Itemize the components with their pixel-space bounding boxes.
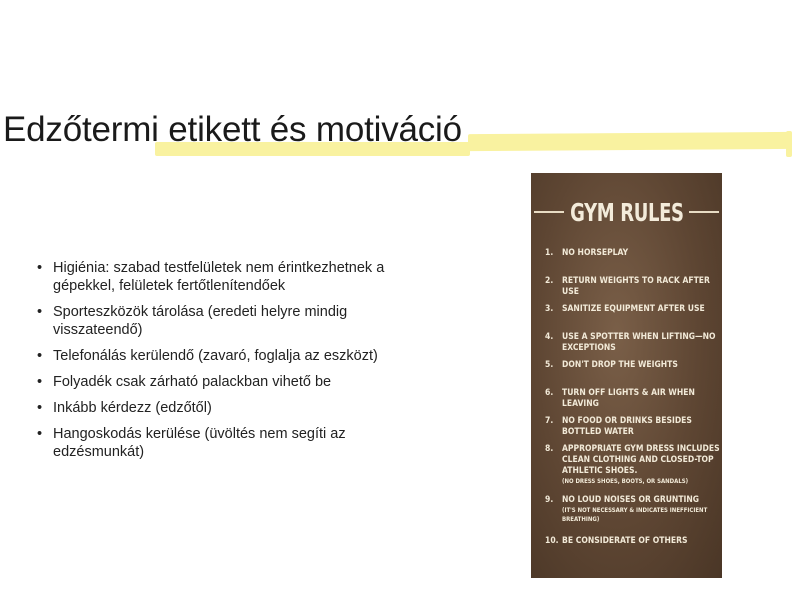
rule-text: SANITIZE EQUIPMENT AFTER USE <box>562 304 705 314</box>
rule-number: 4. <box>545 332 554 342</box>
rule-number: 3. <box>545 304 554 314</box>
rule-number: 9. <box>545 495 554 505</box>
poster-title: GYM RULES <box>569 197 684 227</box>
bullet-item: • Inkább kérdezz (edzőtől) <box>37 399 437 417</box>
bullet-list <box>37 259 437 469</box>
rule-subtext: (NO DRESS SHOES, BOOTS, OR SANDALS) <box>562 478 689 485</box>
rule-text: DON'T DROP THE WEIGHTS <box>562 360 678 370</box>
rule-text-main: NO LOUD NOISES OR GRUNTING <box>562 495 700 505</box>
rule-text <box>562 444 720 486</box>
rule-number: 5. <box>545 360 554 370</box>
rule-text <box>562 495 720 524</box>
title-highlight-stroke <box>468 132 792 151</box>
rule-number: 6. <box>545 388 554 398</box>
poster-header <box>531 195 722 229</box>
poster-divider <box>534 211 564 213</box>
rule-number: 10. <box>545 536 559 546</box>
bullet-item: • Telefonálás kerülendő (zavaró, foglalja az eszközt) <box>37 347 437 365</box>
slide-title: Edzőtermi etikett és motiváció <box>3 110 462 149</box>
title-highlight-stroke <box>786 131 792 157</box>
rule-text: BE CONSIDERATE OF OTHERS <box>562 536 688 546</box>
bullet-item: • Sporteszközök tárolása (eredeti helyre mindig visszateendő) <box>37 303 437 339</box>
bullet-item: • Folyadék csak zárható palackban vihető be <box>37 373 437 391</box>
poster-divider <box>689 211 719 213</box>
rule-text: USE A SPOTTER WHEN LIFTING—NO EXCEPTIONS <box>562 332 716 353</box>
rule-subtext: (IT'S NOT NECESSARY & INDICATES INEFFICIENT BREATHING) <box>562 507 708 523</box>
rule-text: NO HORSEPLAY <box>562 248 629 258</box>
rule-text: RETURN WEIGHTS TO RACK AFTER USE <box>562 276 710 297</box>
rule-text: TURN OFF LIGHTS & AIR WHEN LEAVING <box>562 388 695 409</box>
bullet-item: • Higiénia: szabad testfelületek nem érintkezhetnek a gépekkel, felületek fertőtlenítendőek <box>37 259 437 295</box>
rule-number: 7. <box>545 416 554 426</box>
bullet-item: • Hangoskodás kerülése (üvöltés nem segíti az edzésmunkát) <box>37 425 437 461</box>
gym-rules-poster <box>531 173 722 578</box>
rule-text-main: APPROPRIATE GYM DRESS INCLUDES CLEAN CLOTHING AND CLOSED-TOP ATHLETIC SHOES. <box>562 444 720 476</box>
rule-number: 1. <box>545 248 554 258</box>
rule-text: NO FOOD OR DRINKS BESIDES BOTTLED WATER <box>562 416 692 437</box>
rule-number: 8. <box>545 444 554 454</box>
rule-number: 2. <box>545 276 554 286</box>
